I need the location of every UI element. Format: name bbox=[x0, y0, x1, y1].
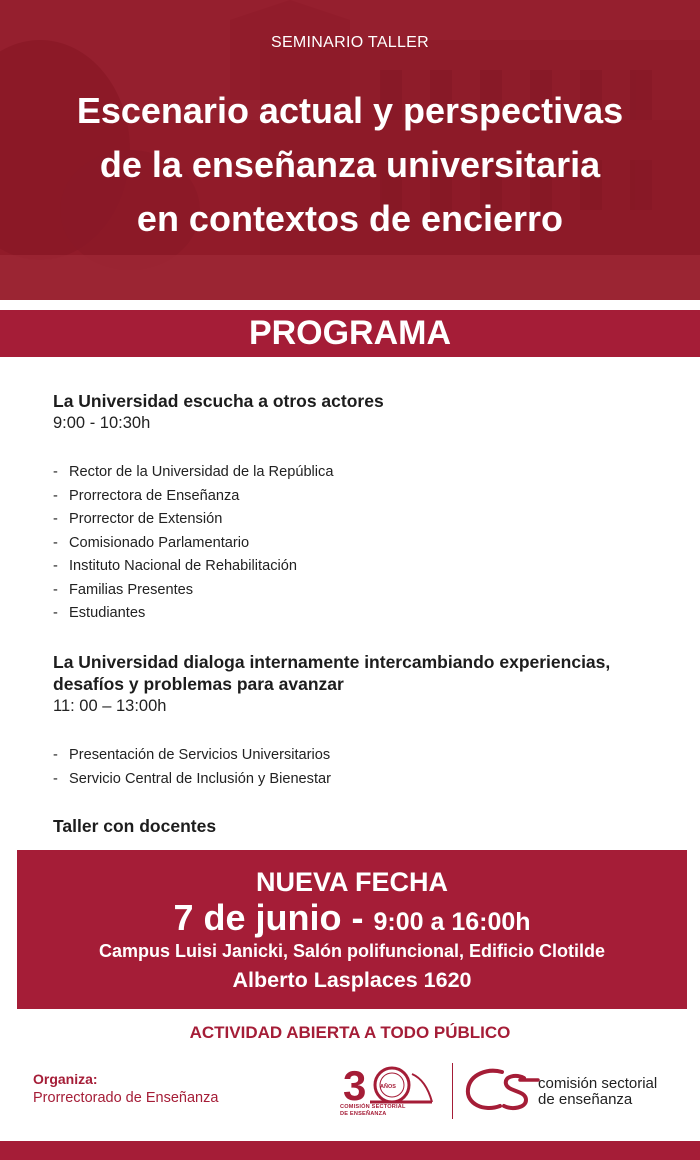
session-heading: La Universidad escucha a otros actores bbox=[53, 391, 384, 411]
footer-bar bbox=[0, 1141, 700, 1160]
date-separator: - bbox=[341, 897, 374, 938]
event-address: Alberto Lasplaces 1620 bbox=[232, 968, 472, 992]
list-item: - Prorrector de Extensión bbox=[53, 511, 223, 527]
event-time: 9:00 a 16:00h bbox=[373, 908, 531, 936]
session-heading: La Universidad dialoga internamente intercambiando experiencias, bbox=[53, 652, 611, 672]
list-item: - Comisionado Parlamentario bbox=[53, 534, 250, 551]
event-title-line: en contextos de encierro bbox=[136, 198, 564, 239]
open-activity-notice: ACTIVIDAD ABIERTA A TODO PÚBLICO bbox=[189, 1023, 511, 1042]
logo-divider bbox=[452, 1063, 453, 1119]
list-item: - Rector de la Universidad de la República bbox=[53, 464, 334, 480]
list-item: - Instituto Nacional de Rehabilitación bbox=[53, 558, 297, 574]
new-date-box bbox=[17, 850, 687, 1009]
list-item: - Prorrectora de Enseñanza bbox=[53, 487, 240, 504]
session-speakers-list bbox=[53, 461, 673, 626]
session-listening bbox=[53, 390, 673, 434]
event-date: 7 de junio bbox=[173, 897, 342, 938]
cse-logo-text: comisión sectorial de enseñanza bbox=[538, 1075, 658, 1108]
list-item: - Familias Presentes bbox=[53, 581, 194, 598]
session-workshop bbox=[53, 815, 673, 837]
divider bbox=[0, 300, 700, 310]
event-kicker: SEMINARIO TALLER bbox=[270, 34, 430, 51]
cse-logo bbox=[462, 1062, 542, 1117]
session-heading: Taller con docentes bbox=[53, 816, 217, 836]
session-speakers-list bbox=[53, 744, 673, 791]
session-dialogue bbox=[53, 651, 693, 717]
list-item: - Presentación de Servicios Universitarios bbox=[53, 747, 331, 763]
anniversary-caption: COMISIÓN SECTORIAL DE ENSEÑANZA bbox=[340, 1104, 406, 1117]
event-place: Campus Luisi Janicki, Salón polifuncional, Edificio Clotilde bbox=[98, 941, 606, 961]
organizer-label: Organiza: bbox=[33, 1071, 98, 1087]
event-title-line: Escenario actual y perspectivas bbox=[76, 90, 624, 131]
programa-heading: PROGRAMA bbox=[0, 310, 700, 357]
anniversary-number: 3 bbox=[343, 1062, 367, 1109]
session-time: 9:00 - 10:30h bbox=[53, 414, 151, 432]
list-item: - Estudiantes bbox=[53, 605, 146, 621]
event-title bbox=[30, 84, 670, 246]
anniversary-suffix: AÑOS bbox=[380, 1084, 396, 1090]
event-title-line: de la enseñanza universitaria bbox=[99, 144, 601, 185]
list-item: - Servicio Central de Inclusión y Bienestar bbox=[53, 770, 332, 787]
hero-banner bbox=[0, 0, 700, 300]
session-heading: desafíos y problemas para avanzar bbox=[53, 674, 344, 694]
session-time: 11: 00 – 13:00h bbox=[53, 697, 167, 715]
organizer-name: Prorrectorado de Enseñanza bbox=[33, 1090, 219, 1106]
new-date-title: NUEVA FECHA bbox=[255, 867, 448, 897]
